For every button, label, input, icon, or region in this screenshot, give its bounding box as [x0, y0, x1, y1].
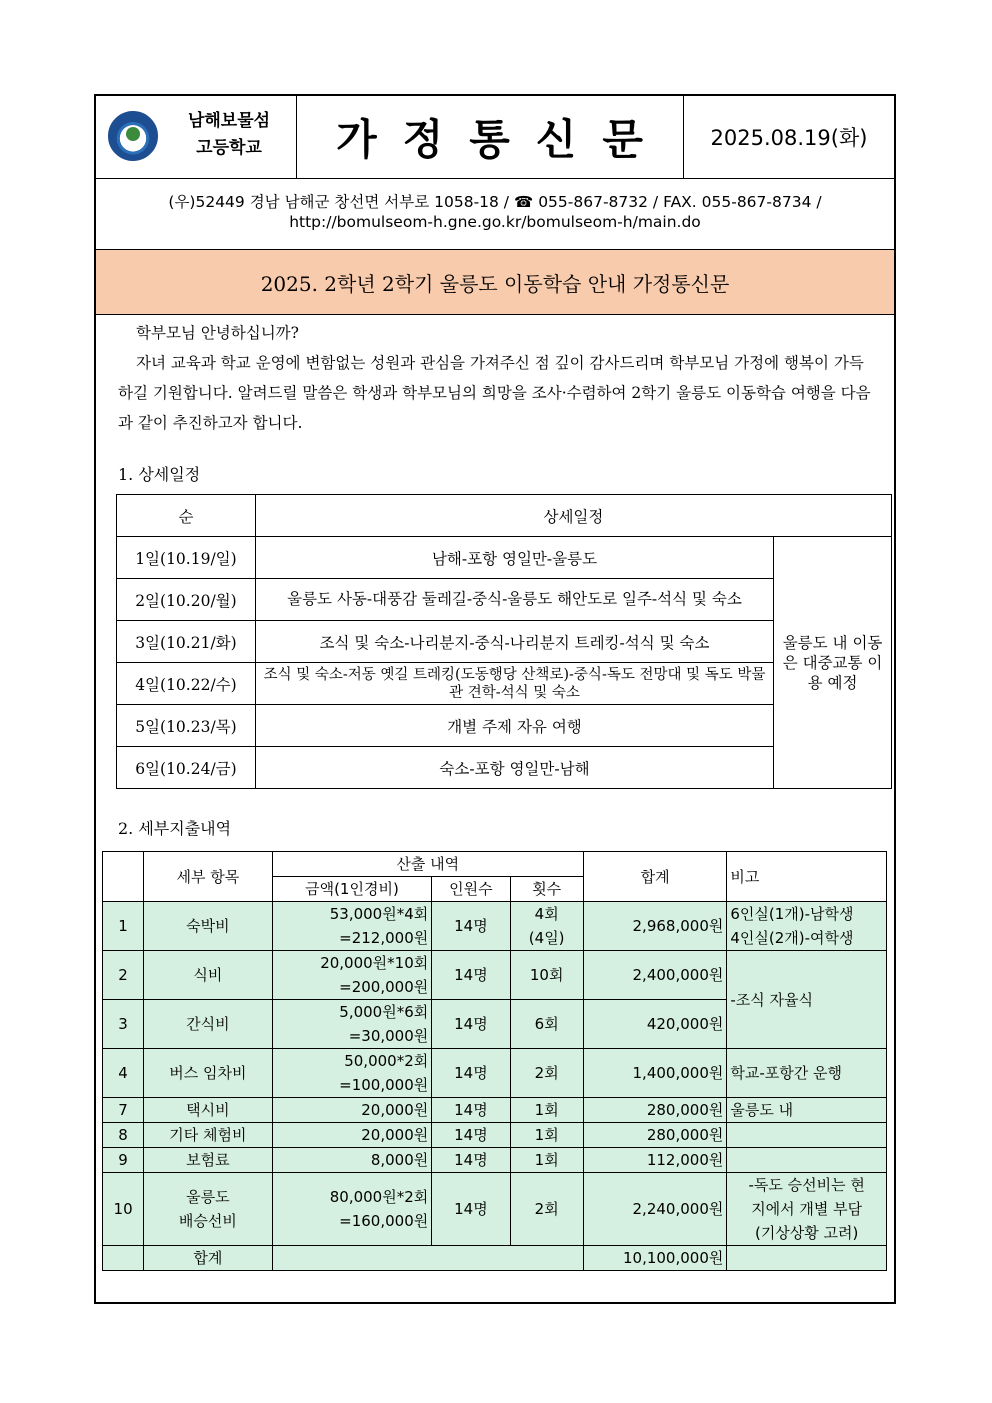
schedule-day: 4일(10.22/수): [117, 663, 256, 705]
schedule-header-detail: 상세일정: [255, 495, 891, 537]
schedule-detail: 조식 및 숙소-나리분지-중식-나리분지 트레킹-석식 및 숙소: [255, 621, 773, 663]
school-logo-cell: [96, 96, 297, 178]
meal-note: -조식 자율식: [727, 951, 887, 1049]
schedule-detail: 울릉도 사동-대풍감 둘레길-중식-울릉도 해안도로 일주-석식 및 숙소: [255, 579, 773, 621]
table-row: 4 버스 임차비 50,000*2회 =100,000원 14명 2회 1,400,000원 학교-포항간 운행: [103, 1049, 887, 1098]
table-row: 1 숙박비 53,000원*4회 =212,000원 14명 4회 (4일) 2,968,000원 6인실(1개)-남학생 4인실(2개)-여학생: [103, 902, 887, 951]
expense-table: [102, 851, 887, 1271]
letter-title: 가정통신문: [296, 96, 684, 178]
school-address: (우)52449 경남 남해군 창선면 서부로 1058-18 / ☎ 055-867-8732 / FAX. 055-867-8734 / http://bomulseom-h.gne.go.kr/bomulseom-h/main.do: [96, 178, 894, 250]
letter-header: [96, 96, 894, 179]
table-row: 10 울릉도 배승선비 80,000원*2회 =160,000원 14명 2회 2,240,000원 -독도 승선비는 현 지에서 개별 부담 (기상상황 고려): [103, 1173, 887, 1246]
schedule-table: [116, 494, 892, 789]
school-name: 남해보물섬 고등학교: [187, 111, 271, 158]
intro-paragraph: 자녀 교육과 학교 운영에 변함없는 성원과 관심을 가져주신 점 깊이 감사드리며 학부모님 가정에 행복이 가득하길 기원합니다. 알려드릴 말씀은 학생과 학부모님의 희망을 조사·수렴하여 2학기 울릉도 이동학습 여행을 다음과 같이 추진하고자 합니다.: [118, 354, 871, 432]
section1-title: 1. 상세일정: [118, 465, 201, 484]
table-row: 8 기타 체험비 20,000원 14명 1회 280,000원: [103, 1123, 887, 1148]
expense-grand-total: 10,100,000원: [583, 1246, 727, 1271]
expense-header-calc: 산출 내역: [272, 852, 583, 877]
schedule-detail: 남해-포항 영일만-울릉도: [255, 537, 773, 579]
school-url[interactable]: http://bomulseom-h.gne.go.kr/bomulseom-h/main.do: [289, 213, 701, 231]
schedule-day: 2일(10.20/월): [117, 579, 256, 621]
expense-header-item: 세부 항목: [144, 852, 272, 902]
notice-title-banner: 2025. 2학년 2학기 울릉도 이동학습 안내 가정통신문: [96, 250, 894, 315]
expense-header-note: 비고: [727, 852, 887, 902]
schedule-detail: 숙소-포항 영일만-남해: [255, 747, 773, 789]
schedule-note: 울릉도 내 이동은 대중교통 이용 예정: [774, 537, 892, 789]
schedule-detail: 개별 주제 자유 여행: [255, 705, 773, 747]
section2-title: 2. 세부지출내역: [118, 819, 232, 838]
expense-sum-row: 합계 10,100,000원: [103, 1246, 887, 1271]
table-row: 7 택시비 20,000원 14명 1회 280,000원 울릉도 내: [103, 1098, 887, 1123]
school-emblem-icon: [108, 111, 158, 161]
schedule-day: 5일(10.23/목): [117, 705, 256, 747]
table-row: 3 간식비 5,000원*6회 =30,000원 14명 6회 420,000원: [103, 1000, 887, 1049]
document-frame: [94, 94, 896, 1304]
expense-header-times: 횟수: [510, 877, 583, 902]
table-row: 9 보험료 8,000원 14명 1회 112,000원: [103, 1148, 887, 1173]
schedule-day: 6일(10.24/금): [117, 747, 256, 789]
expense-header-people: 인원수: [432, 877, 510, 902]
schedule-detail: 조식 및 숙소-저동 옛길 트레킹(도동행당 산책로)-중식-독도 전망대 및 독도 박물관 견학-석식 및 숙소: [255, 663, 773, 705]
schedule-day: 1일(10.19/일): [117, 537, 256, 579]
letter-date: 2025.08.19(화): [710, 126, 868, 150]
schedule-header-order: 순: [117, 495, 256, 537]
schedule-day: 3일(10.21/화): [117, 621, 256, 663]
expense-header-no: [103, 852, 144, 902]
table-row: 2 식비 20,000원*10회 =200,000원 14명 10회 2,400,000원 -조식 자율식: [103, 951, 887, 1000]
greeting: 학부모님 안녕하십니까?: [136, 324, 299, 342]
intro-text: [118, 318, 878, 438]
expense-header-amount: 금액(1인경비): [272, 877, 432, 902]
expense-header-total: 합계: [583, 852, 727, 902]
